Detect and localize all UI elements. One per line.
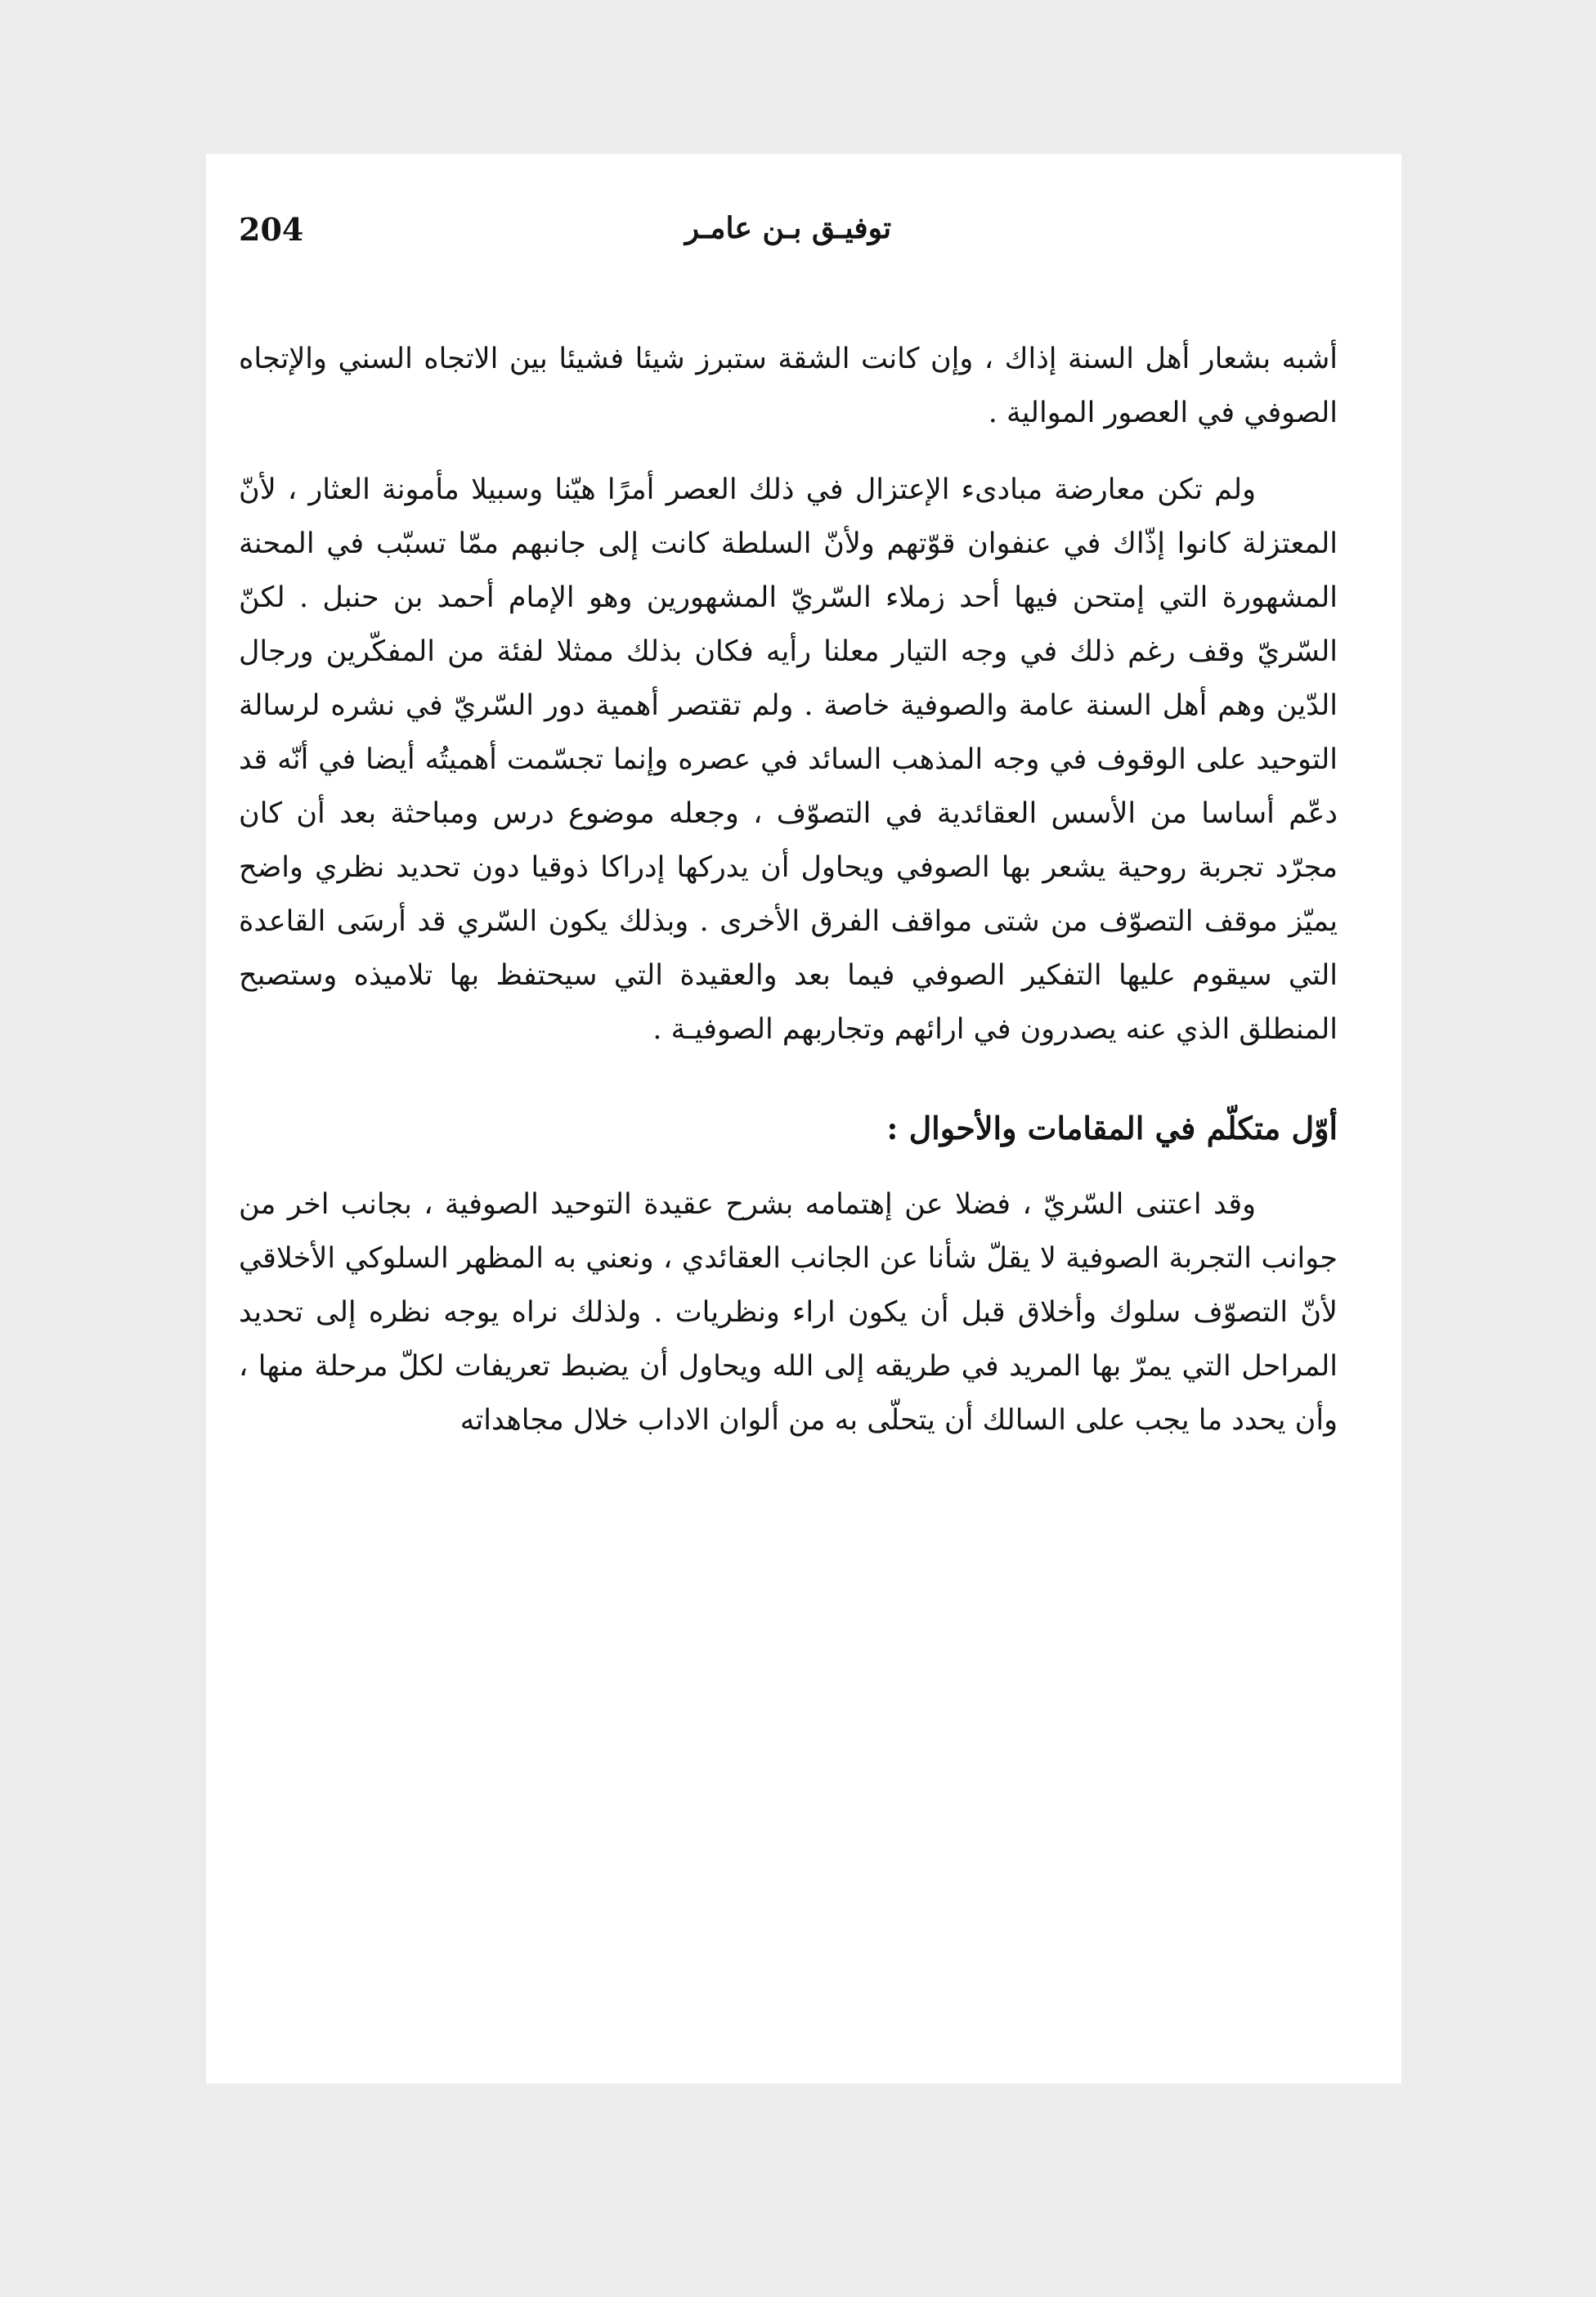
page-number: 204 (239, 211, 304, 248)
paragraph-2: ولم تكن معارضة مبادىء الإعتزال في ذلك العصر أمرًا هيّنا وسبيلا مأمونة العثار ، لأنّ المعتزلة كانوا إذّاك في عنفوان قوّتهم ولأنّ السلطة كانت إلى جانبهم ممّا تسبّب في المحنة المشهورة التي إمتحن فيها أحد زملاء السّريّ المشهورين وهو الإمام أحمد بن حنبل . لكنّ السّريّ وقف رغم ذلك في وجه التيار معلنا رأيه فكان بذلك ممثلا لفئة من المفكّرين ورجال الدّين وهم أهل السنة عامة والصوفية خاصة . ولم تقتصر أهمية دور السّريّ في نشره لرسالة التوحيد على الوقوف في وجه المذهب السائد في عصره وإنما تجسّمت أهميتُه أيضا في أنّه قد دعّم أساسا من الأسس العقائدية في التصوّف ، وجعله موضوع درس ومباحثة بعد أن كان مجرّد تجربة روحية يشعر بها الصوفي ويحاول أن يدركها إدراكا ذوقيا دون تحديد نظري واضح يميّز موقف التصوّف من شتى مواقف الفرق الأخرى . وبذلك يكون السّري قد أرسَى القاعدة التي سيقوم عليها التفكير الصوفي فيما بعد والعقيدة التي سيحتفظ بها تلاميذه وستصبح المنطلق الذي عنه يصدرون في ارائهم وتجاربهم الصوفيـة . (239, 473, 1338, 1046)
book-page (206, 154, 1401, 2084)
body-text (239, 332, 1338, 1447)
paragraph-3: وقد اعتنى السّريّ ، فضلا عن إهتمامه بشرح عقيدة التوحيد الصوفية ، بجانب اخر من جوانب التجربة الصوفية لا يقلّ شأنا عن الجانب العقائدي ، ونعني به المظهر السلوكي الأخلاقي لأنّ التصوّف سلوك وأخلاق قبل أن يكون اراء ونظريات . ولذلك نراه يوجه نظره إلى تحديد المراحل التي يمرّ بها المريد في طريقه إلى الله ويحاول أن يضبط تعريفات لكلّ مرحلة منها ، وأن يحدد ما يجب على السالك أن يتحلّى به من ألوان الاداب خلال مجاهداته (239, 1188, 1338, 1437)
running-head: توفيـق بـن عامـر (684, 211, 892, 245)
page-header (239, 211, 1338, 260)
paragraph-1: أشبه بشعار أهل السنة إذاك ، وإن كانت الشقة ستبرز شيئا فشيئا بين الاتجاه السني والإتجاه الصوفي في العصور الموالية . (239, 343, 1338, 429)
section-heading: أوّل متكلّم في المقامات والأحوال : (886, 1110, 1338, 1146)
